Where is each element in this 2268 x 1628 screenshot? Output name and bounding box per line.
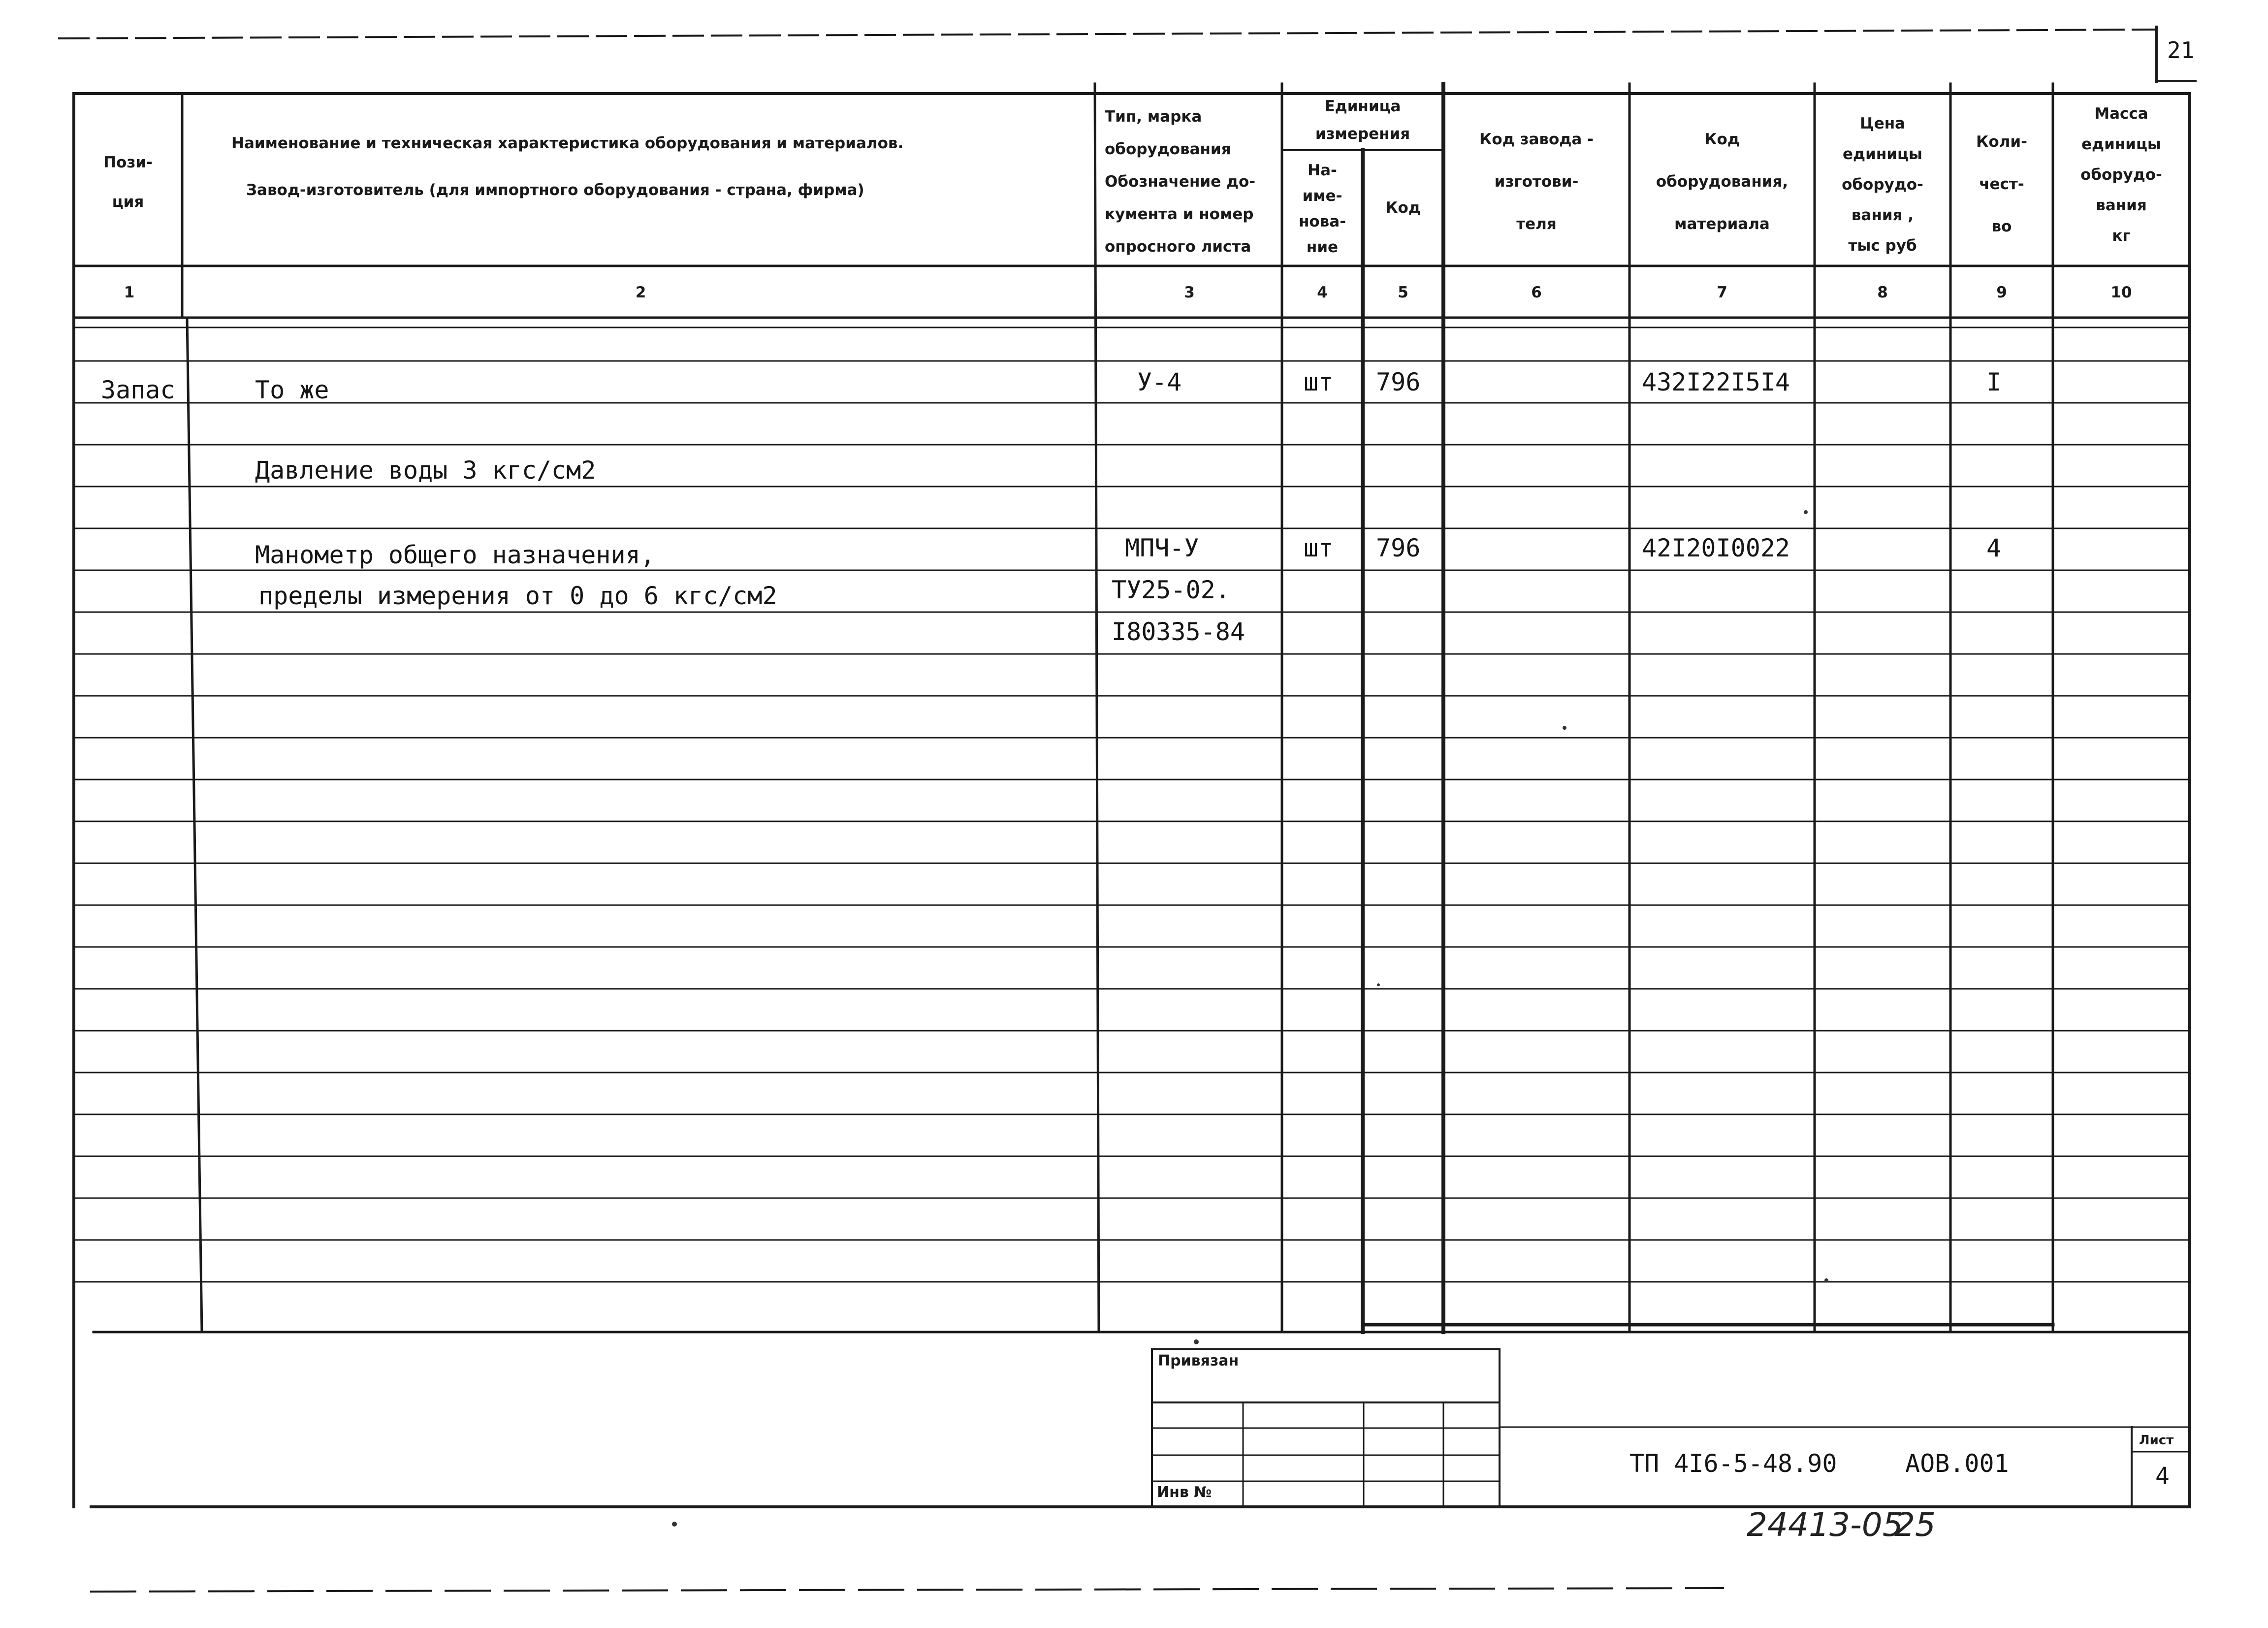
document-code: ТП 4I6-5-48.90 bbox=[1629, 1449, 1837, 1478]
header-mfr-code: Код завода - изготови- теля bbox=[1479, 130, 1594, 233]
header-position: Пози- ция bbox=[103, 154, 153, 211]
column-number: 9 bbox=[1996, 284, 2007, 301]
header-unit-name: На- име- нова- ние bbox=[1298, 162, 1346, 256]
header-name-line2: Завод-изготовитель (для импортного оборудования - страна, фирма) bbox=[246, 181, 864, 199]
row-unit-code: 796 bbox=[1376, 534, 1421, 562]
document-mark: АОВ.001 bbox=[1905, 1449, 2009, 1478]
archive-page: 25 bbox=[1894, 1506, 1936, 1544]
corner-sheet-number: 21 bbox=[2167, 37, 2195, 64]
header-price: Цена единицы оборудо- вания , тыс руб bbox=[1842, 115, 1923, 255]
header-mass: Масса единицы оборудо- вания кг bbox=[2080, 105, 2162, 245]
row-type: I80335-84 bbox=[1112, 618, 1245, 646]
stamp-privyazan-label: Привязан bbox=[1158, 1352, 1239, 1369]
row-unit: шт bbox=[1304, 534, 1334, 562]
column-number: 8 bbox=[1877, 284, 1888, 301]
column-number: 3 bbox=[1184, 284, 1195, 301]
column-number: 5 bbox=[1398, 284, 1408, 301]
header-name-line1: Наименование и техническая характеристика оборудования и материалов. bbox=[231, 134, 904, 152]
sheet-label: Лист bbox=[2139, 1433, 2174, 1448]
row-unit-code: 796 bbox=[1376, 368, 1421, 396]
row-quantity: I bbox=[1986, 368, 2002, 396]
column-number: 2 bbox=[635, 284, 646, 301]
column-number: 1 bbox=[124, 284, 135, 301]
row-unit: шт bbox=[1304, 368, 1334, 396]
column-number: 4 bbox=[1317, 284, 1328, 301]
row-type: МПЧ-У bbox=[1125, 534, 1199, 562]
row-type: ТУ25-02. bbox=[1112, 576, 1230, 604]
column-number: 10 bbox=[2110, 284, 2132, 301]
header-quantity: Коли- чест- во bbox=[1976, 133, 2027, 235]
row-name: пределы измерения от 0 до 6 кгс/см2 bbox=[258, 582, 777, 610]
stamp-inventory-label: Инв № bbox=[1157, 1484, 1212, 1501]
row-name: Давление воды 3 кгс/см2 bbox=[255, 456, 596, 485]
row-type: У-4 bbox=[1137, 368, 1182, 396]
column-number: 6 bbox=[1531, 284, 1542, 301]
sheet-number: 4 bbox=[2155, 1463, 2170, 1490]
header-unit-code: Код bbox=[1385, 199, 1421, 217]
header-unit-group: Единица измерения bbox=[1315, 98, 1410, 143]
header-type: Тип, марка оборудования Обозначение до- кумента и номер опросного листа bbox=[1105, 108, 1256, 256]
row-position: Запас bbox=[101, 376, 175, 404]
archive-number: 24413-05 bbox=[1747, 1506, 1903, 1544]
column-number: 7 bbox=[1717, 284, 1727, 301]
row-name: Манометр общего назначения, bbox=[255, 541, 655, 569]
header-item-code: Код оборудования, материала bbox=[1656, 130, 1789, 233]
row-quantity: 4 bbox=[1986, 534, 2002, 562]
row-name: То же bbox=[255, 376, 329, 404]
row-item-code: 432I22I5I4 bbox=[1642, 368, 1790, 396]
row-item-code: 42I20I0022 bbox=[1642, 534, 1790, 562]
